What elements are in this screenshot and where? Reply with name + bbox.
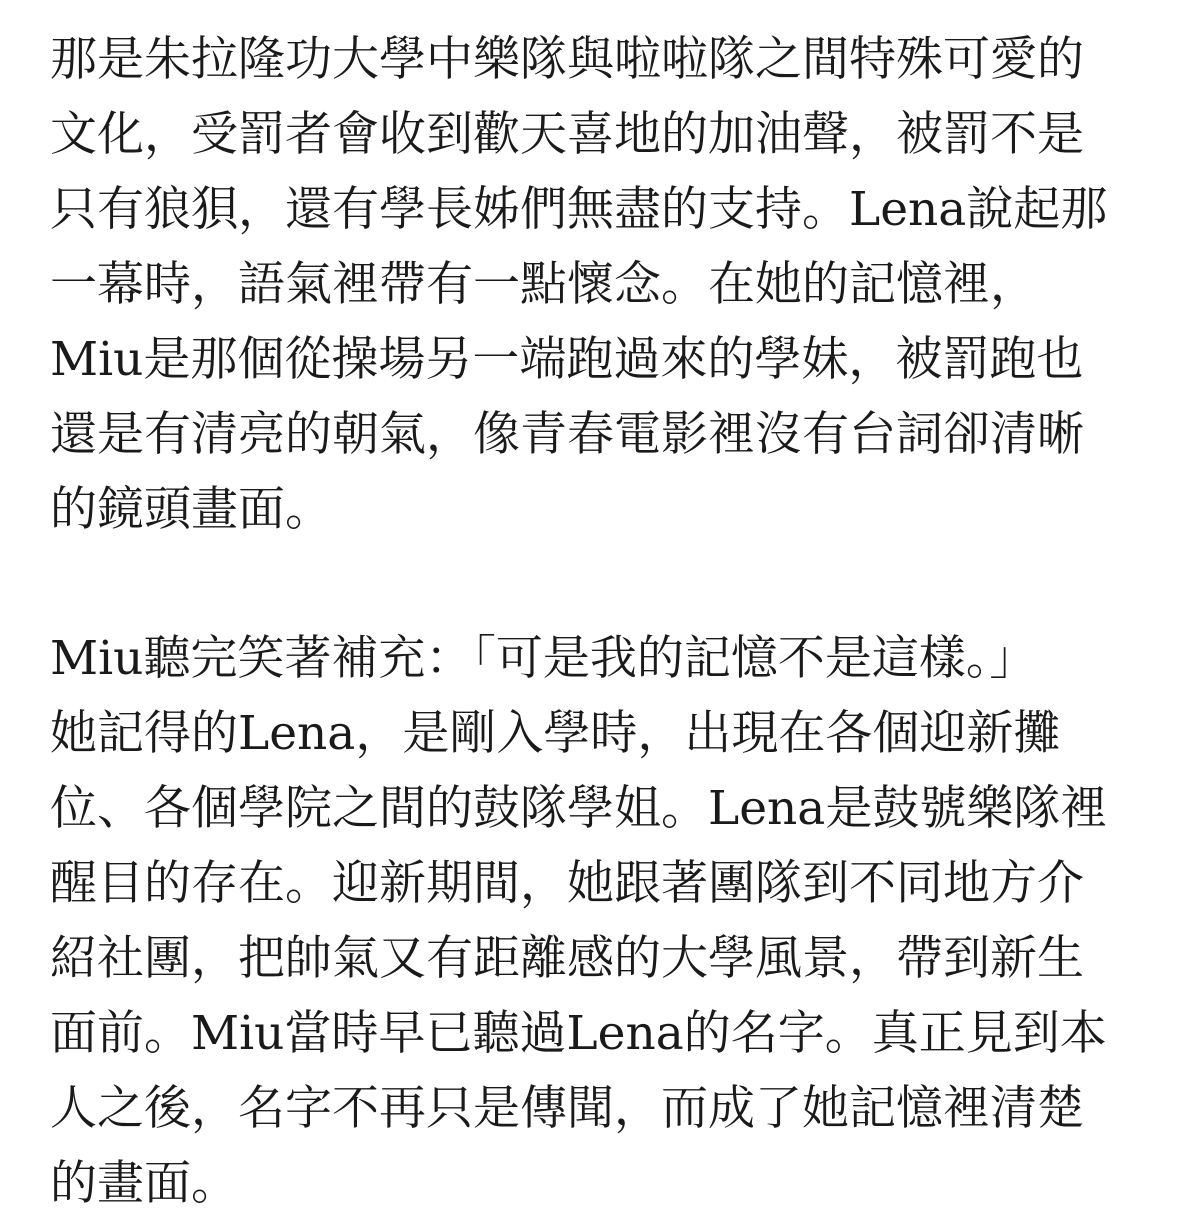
text-line: 只有狼狽，還有學長姊們無盡的支持。Lena說起那 (50, 182, 1108, 237)
text-line: 的鏡頭畫面。 (50, 482, 332, 537)
text-line: Miu聽完笑著補充：「可是我的記憶不是這樣。」 (50, 631, 1037, 686)
paragraph-1 (50, 22, 1160, 547)
paragraph-2 (50, 621, 1160, 1221)
text-line: Miu是那個從操場另一端跑過來的學妹，被罰跑也 (50, 332, 1084, 387)
article-body (50, 22, 1160, 1221)
text-line: 紹社團，把帥氣又有距離感的大學風景，帶到新生 (50, 931, 1084, 986)
text-line: 醒目的存在。迎新期間，她跟著團隊到不同地方介 (50, 856, 1084, 911)
text-line: 文化，受罰者會收到歡天喜地的加油聲，被罰不是 (50, 107, 1084, 162)
text-line: 她記得的Lena，是剛入學時，出現在各個迎新攤 (50, 706, 1061, 761)
text-line: 的畫面。 (50, 1156, 238, 1211)
text-line: 位、各個學院之間的鼓隊學姐。Lena是鼓號樂隊裡 (50, 781, 1108, 836)
text-line: 還是有清亮的朝氣，像青春電影裡沒有台詞卻清晰 (50, 407, 1084, 462)
text-line: 那是朱拉隆功大學中樂隊與啦啦隊之間特殊可愛的 (50, 32, 1084, 87)
text-line: 面前。Miu當時早已聽過Lena的名字。真正見到本 (50, 1006, 1107, 1061)
text-line: 人之後，名字不再只是傳聞，而成了她記憶裡清楚 (50, 1081, 1084, 1136)
text-line: 一幕時，語氣裡帶有一點懷念。在她的記憶裡， (50, 257, 1037, 312)
